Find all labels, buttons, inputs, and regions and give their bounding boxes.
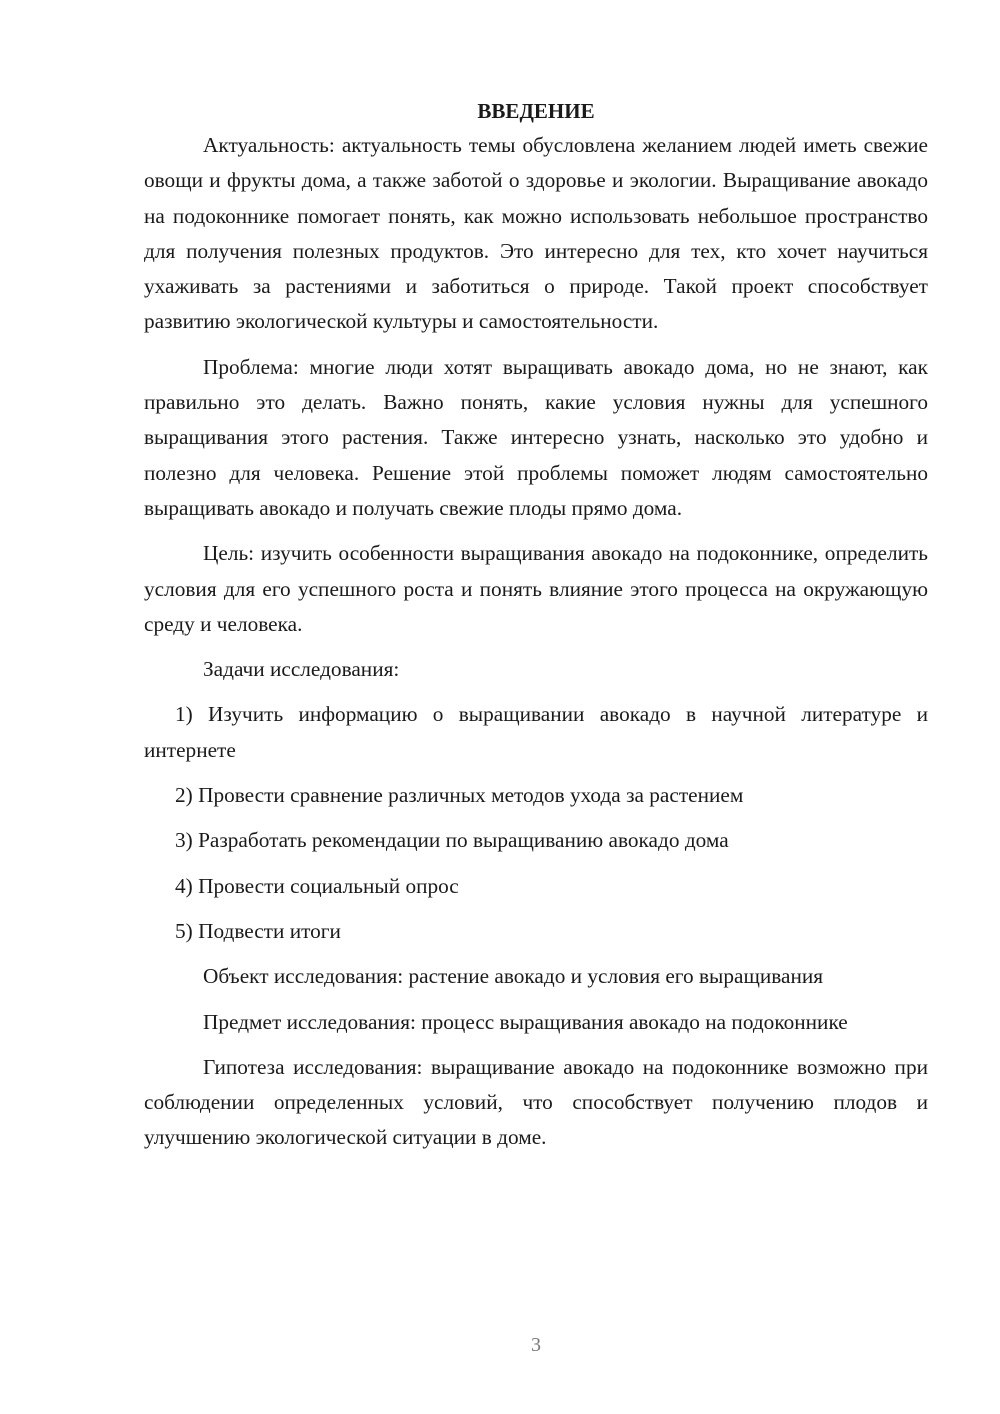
- list-item: 3) Разработать рекомендации по выращиванию авокадо дома: [175, 828, 729, 853]
- problem-paragraph: Проблема: многие люди хотят выращивать авокадо дома, но не знают, как правильно это делать. Важно понять, какие условия нужны для успешного выращивания этого растения. Также интересно узнать, насколько это удобно и полезно для человека. Решение этой проблемы поможет людям самостоятельно выращивать авокадо и получать свежие плоды прямо дома.: [144, 354, 928, 520]
- list-item: 4) Провести социальный опрос: [175, 873, 459, 898]
- list-item: 2) Провести сравнение различных методов ухода за растением: [175, 783, 744, 808]
- goal-paragraph: Цель: изучить особенности выращивания авокадо на подоконнике, определить условия для его успешного роста и понять влияние этого процесса на окружающую среду и человека.: [144, 541, 928, 636]
- page-number: 3: [531, 1334, 541, 1356]
- document-page: [144, 94, 928, 1166]
- object-paragraph: Объект исследования: растение авокадо и условия его выращивания: [203, 964, 824, 989]
- tasks-heading: Задачи исследования:: [203, 657, 400, 682]
- subject-paragraph: Предмет исследования: процесс выращивания авокадо на подоконнике: [203, 1009, 848, 1034]
- tasks-list: [144, 697, 928, 949]
- hypothesis-paragraph: Гипотеза исследования: выращивание авокадо на подоконнике возможно при соблюдении определенных условий, что способствует получению плодов и улучшению экологической ситуации в доме.: [144, 1054, 928, 1150]
- relevance-paragraph: Актуальность: актуальность темы обусловлена желанием людей иметь свежие овощи и фрукты дома, а также заботой о здоровье и экологии. Выращивание авокадо на подоконнике помогает понять, как можно использовать небольшое пространство для получения полезных продуктов. Это интересно для тех, кто хочет научиться ухаживать за растениями и заботиться о природе. Такой проект способствует развитию экологической культуры и самостоятельности.: [144, 133, 928, 334]
- list-item: 1) Изучить информацию о выращивании авокадо в научной литературе и интернете: [144, 702, 928, 762]
- document-title: ВВЕДЕНИЕ: [477, 99, 595, 123]
- list-item: 5) Подвести итоги: [175, 918, 341, 943]
